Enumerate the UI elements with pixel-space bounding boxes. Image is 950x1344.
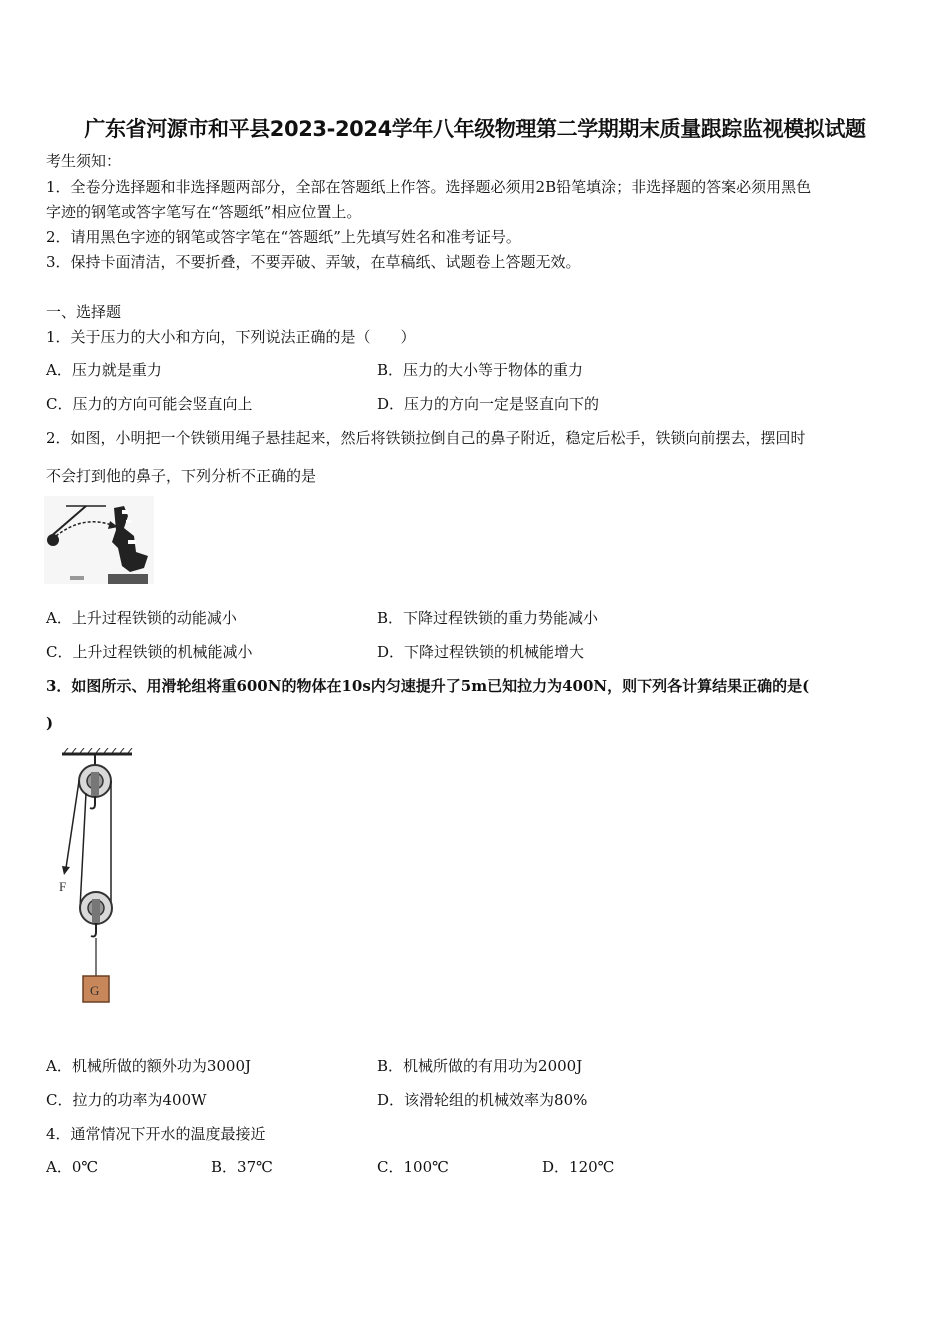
question-3-option-d: D．该滑轮组的机械效率为80% — [377, 1091, 588, 1109]
question-3-stem: ) — [46, 714, 54, 732]
question-1-option-c: C．压力的方向可能会竖直向上 — [46, 395, 253, 413]
notice-item: 1．全卷分选择题和非选择题两部分，全部在答题纸上作答。选择题必须用2B铅笔填涂；非选择题的答案必须用黑色 — [46, 178, 812, 196]
question-4-option-a: A．0℃ — [46, 1158, 99, 1176]
question-4-stem: 4．通常情况下开水的温度最接近 — [46, 1125, 266, 1143]
question-1-option-a: A．压力就是重力 — [46, 361, 162, 379]
question-2-stem: 不会打到他的鼻子，下列分析不正确的是 — [46, 467, 317, 485]
question-1-stem: 1．关于压力的大小和方向，下列说法正确的是（ ） — [46, 328, 416, 346]
question-3-option-a: A．机械所做的额外功为3000J — [46, 1057, 252, 1075]
question-3-option-c: C．拉力的功率为400W — [46, 1091, 207, 1109]
question-3-option-b: B．机械所做的有用功为2000J — [377, 1057, 583, 1075]
question-1-option-d: D．压力的方向一定是竖直向下的 — [377, 395, 600, 413]
question-4-option-d: D．120℃ — [542, 1158, 615, 1176]
question-2-option-d: D．下降过程铁锁的机械能增大 — [377, 643, 585, 661]
question-2-option-a: A．上升过程铁锁的动能减小 — [46, 609, 237, 627]
notice-item: 字迹的钢笔或答字笔写在“答题纸”相应位置上。 — [46, 203, 362, 221]
question-3-stem: 3．如图所示、用滑轮组将重600N的物体在10s内匀速提升了5m已知拉力为400N，则下列各计算结果正确的是( — [46, 677, 810, 695]
force-label: F — [59, 879, 67, 894]
question-4-option-b: B．37℃ — [211, 1158, 273, 1176]
pulley-system-figure — [48, 748, 138, 1010]
question-2-option-b: B．下降过程铁锁的重力势能减小 — [377, 609, 599, 627]
pendulum-lock-figure — [44, 496, 154, 584]
question-2-option-c: C．上升过程铁锁的机械能减小 — [46, 643, 253, 661]
question-2-stem: 2．如图，小明把一个铁锁用绳子悬挂起来，然后将铁锁拉倒自己的鼻子附近，稳定后松手，铁锁向前摆去，摆回时 — [46, 429, 806, 447]
section-heading: 一、选择题 — [46, 303, 122, 321]
notice-item: 3．保持卡面清洁，不要折叠，不要弄破、弄皱，在草稿纸、试题卷上答题无效。 — [46, 253, 581, 271]
weight-label: G — [90, 983, 100, 998]
notice-item: 2．请用黑色字迹的钢笔或答字笔在“答题纸”上先填写姓名和准考证号。 — [46, 228, 521, 246]
question-1-option-b: B．压力的大小等于物体的重力 — [377, 361, 584, 379]
question-4-option-c: C．100℃ — [377, 1158, 449, 1176]
notice-heading: 考生须知： — [46, 152, 122, 170]
page-title: 广东省河源市和平县2023-2024学年八年级物理第二学期期末质量跟踪监视模拟试题 — [84, 117, 866, 141]
